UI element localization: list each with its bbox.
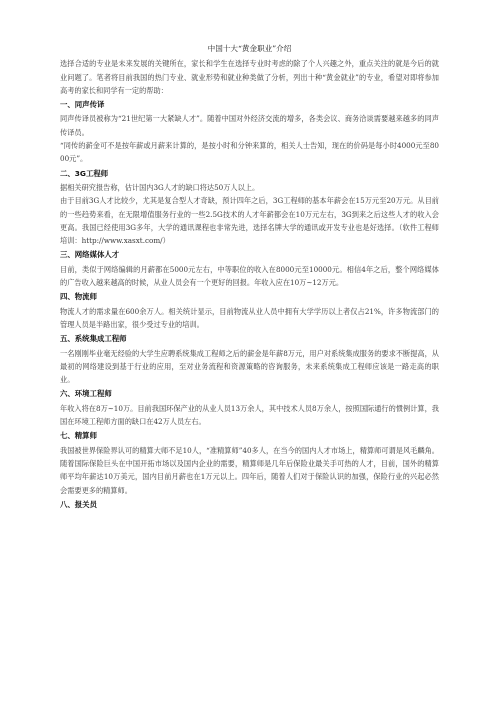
section-heading: 三、网络媒体人才 <box>60 250 120 260</box>
section-8 <box>60 498 439 511</box>
section-paragraph: 据相关研究报告称，估计国内3G人才的缺口将达50万人以上。 <box>60 182 260 192</box>
section-heading: 五、系统集成工程师 <box>60 334 127 344</box>
section-paragraph: 我国被世界保险界认可的精算大师不足10人，“准精算师”40多人，在当今的国内人才市场上，精算师可谓是风毛麟角。随着国际保险巨头在中国开拓市场以及国内企业的需要，精算师是几年后保险业最关手可热的人才，目前，国外的精算师平均年薪达10万美元，国内目前月薪也在1万元以上。四年后，随着人们对于保险认识的加强，保险行业的兴起必然会需要更多的精算师。 <box>60 445 439 495</box>
section-heading: 一、同声传译 <box>60 100 105 110</box>
section-paragraph: 物流人才的需求量在600余万人。相关统计显示，目前物流从业人员中拥有大学学历以上者仅占21%，许多物流部门的管理人员是半路出家，很少受过专业的培训。 <box>60 306 439 329</box>
section-heading: 八、报关员 <box>60 499 97 509</box>
section-heading: 四、物流师 <box>60 292 97 302</box>
section-paragraph: “同传的薪金可不是按年薪或月薪来计算的，是按小时和分钟来算的，相关人士告知，现在的价码是每小时4000元至8000元”。 <box>60 141 439 164</box>
section-paragraph: 由于目前3G人才比较少，尤其是复合型人才奇缺，预计四年之后，3G工程师的基本年薪会在15万元至20万元。从目前的一些趋势来看，在无限增值服务行业的一些2.5G技术的人才年薪都会在10万元左右，3G到来之后这些人才的收入会更高。我国已经使用3G多年，大学的通讯课程也非常先进，选择名牌大学的通讯或开发专业也是好选择。（软件工程师培训：http://www.xasxt.com/） <box>60 196 439 246</box>
section-paragraph: 一名刚刚毕业毫无经验的大学生应聘系统集成工程师之后的薪金是年薪8万元，用户对系统集成服务的要求不断提高，从最初的网络建设到基于行业的应用，至对业务流程和资源策略的咨询服务，未来系统集成工程师应该是一路走高的职业。 <box>60 348 439 385</box>
section-paragraph: 同声传译员被称为“21世纪第一大紧缺人才”。随着中国对外经济交流的增多，各类会议、商务洽谈需要越来越多的同声传译员。 <box>60 114 439 137</box>
section-heading: 二、3G工程师 <box>60 168 109 178</box>
section-6 <box>60 387 439 428</box>
section-paragraph: 目前，类似于网络编辑的月薪都在5000元左右，中等职位的收入在8000元至10000元。相信4年之后，整个网络媒体的广告收入越来越高的时候，从业人员会有一个更好的回报。年收入应在10万~12万元。 <box>60 264 439 288</box>
section-heading: 七、精算师 <box>60 431 97 441</box>
document-title: 中国十大“黄金职业”介绍 <box>207 44 292 53</box>
section-heading: 六、环境工程师 <box>60 389 112 399</box>
section-paragraph: 年收入将在8万~10万。目前我国环保产业的从业人员13万余人，其中技术人员8万余人，按照国际通行的惯例计算，我国在环境工程师方面的缺口在42万人员左右。 <box>60 403 439 427</box>
section-3 <box>60 248 439 289</box>
section-4 <box>60 290 439 331</box>
section-1 <box>60 98 439 165</box>
intro-paragraph: 选择合适的专业是未来发展的关键所在，家长和学生在选择专业时考虑的除了个人兴趣之外，重点关注的就是今后的就业问题了。笔者将目前我国的热门专业、就业形势和就业种类做了分析，列出十种“黄金就业”的专业，希望对即将参加高考的家长和同学有一定的帮助： <box>60 59 439 95</box>
document-page <box>60 42 439 512</box>
section-2 <box>60 167 439 248</box>
section-7 <box>60 429 439 496</box>
section-5 <box>60 332 439 386</box>
